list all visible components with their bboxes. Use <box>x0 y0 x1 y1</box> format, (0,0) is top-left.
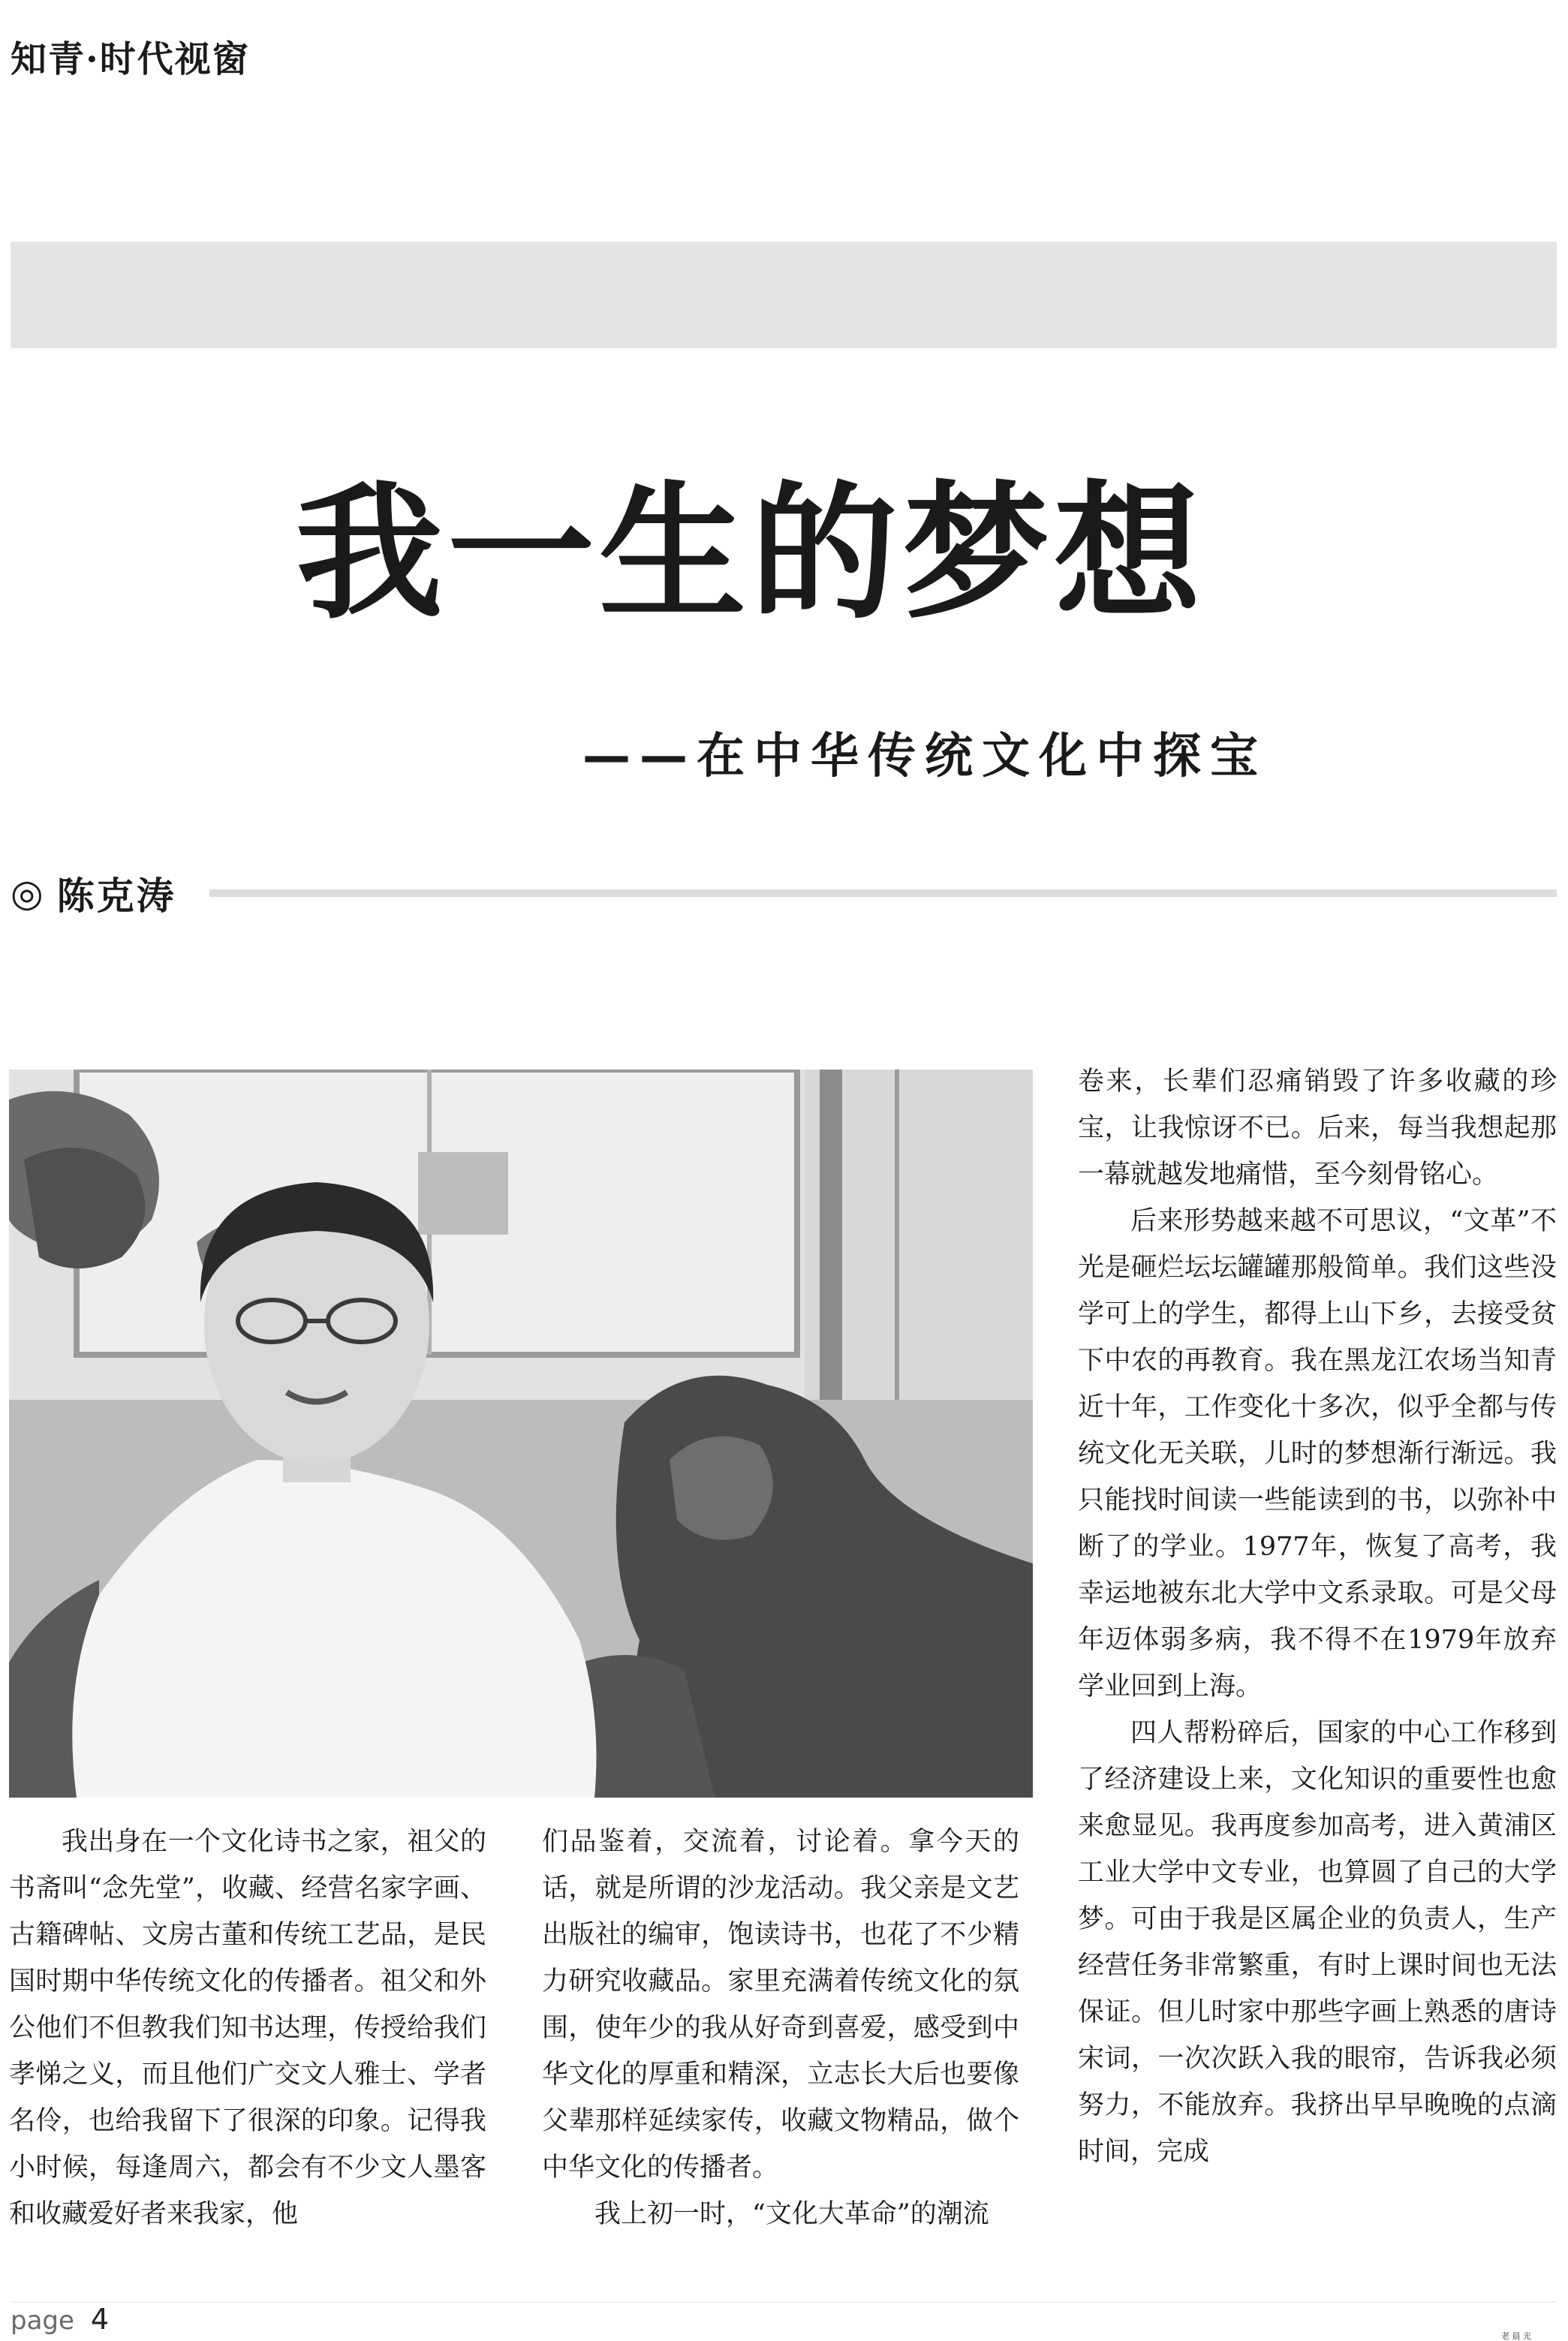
column-middle <box>542 1819 1019 2237</box>
header-band <box>11 242 1557 348</box>
page-footer <box>11 2303 109 2336</box>
paragraph: 我上初一时，“文化大革命”的潮流 <box>594 2199 989 2229</box>
paragraph: 们品鉴着，交流着，讨论着。拿今天的话，就是所谓的沙龙活动。我父亲是文艺出版社的编审，饱读诗书，也花了不少精力研究收藏品。家里充满着传统文化的氛围，使年少的我从好奇到喜爱，感受到中华文化的厚重和精深，立志长大后也要像父辈那样延续家传，收藏文物精品，做个中华文化的传播者。 <box>542 1827 1019 2183</box>
author-name: 陈克涛 <box>56 874 176 918</box>
column-right <box>1078 1058 1557 2175</box>
footer-rule <box>11 2301 1557 2303</box>
author-photo <box>9 1070 1033 1798</box>
magazine-name: 老 晨 光 <box>1501 2331 1531 2341</box>
paragraph: 四人帮粉碎后，国家的中心工作移到了经济建设上来，文化知识的重要性也愈来愈显见。我再度参加高考，进入黄浦区工业大学中文专业，也算圆了自己的大学梦。可由于我是区属企业的负责人，生产经营任务非常繁重，有时上课时间也无法保证。但儿时家中那些字画上熟悉的唐诗宋词，一次次跃入我的眼帘，告诉我必须努力，不能放弃。我挤出早早晚晚的点滴时间，完成 <box>1078 1718 1557 2167</box>
page-label: page <box>11 2306 74 2336</box>
page-number: 4 <box>90 2303 110 2336</box>
byline-mark: ◎ <box>11 871 44 915</box>
paragraph: 卷来，长辈们忍痛销毁了许多收藏的珍宝，让我惊讶不已。后来，每当我想起那一幕就越发地痛惜，至今刻骨铭心。 <box>1078 1067 1557 1190</box>
paragraph: 我出身在一个文化诗书之家，祖父的书斋叫“念先堂”，收藏、经营名家字画、古籍碑帖、文房古董和传统工艺品，是民国时期中华传统文化的传播者。祖父和外公他们不但教我们知书达理，传授给我们孝悌之义，而且他们广交文人雅士、学者名伶，也给我留下了很深的印象。记得我小时候，每逢周六，都会有不少文人墨客和收藏爱好者来我家，他 <box>9 1827 486 2229</box>
paragraph: 后来形势越来越不可思议，“文革”不光是砸烂坛坛罐罐那般简单。我们这些没学可上的学生，都得上山下乡，去接受贫下中农的再教育。我在黑龙江农场当知青近十年，工作变化十多次，似乎全都与传统文化无关联，儿时的梦想渐行渐远。我只能找时间读一些能读到的书，以弥补中断了的学业。1977年，恢复了高考，我幸运地被东北大学中文系录取。可是父母年迈体弱多病，我不得不在1979年放弃学业回到上海。 <box>1078 1206 1557 1702</box>
column-left <box>9 1819 486 2237</box>
article-subtitle: ——在中华传统文化中探宝 <box>582 729 1267 784</box>
byline <box>11 866 1557 920</box>
section-label: 知青·时代视窗 <box>11 38 250 80</box>
article-title: 我一生的梦想 <box>296 468 1206 639</box>
byline-rule <box>209 889 1557 897</box>
